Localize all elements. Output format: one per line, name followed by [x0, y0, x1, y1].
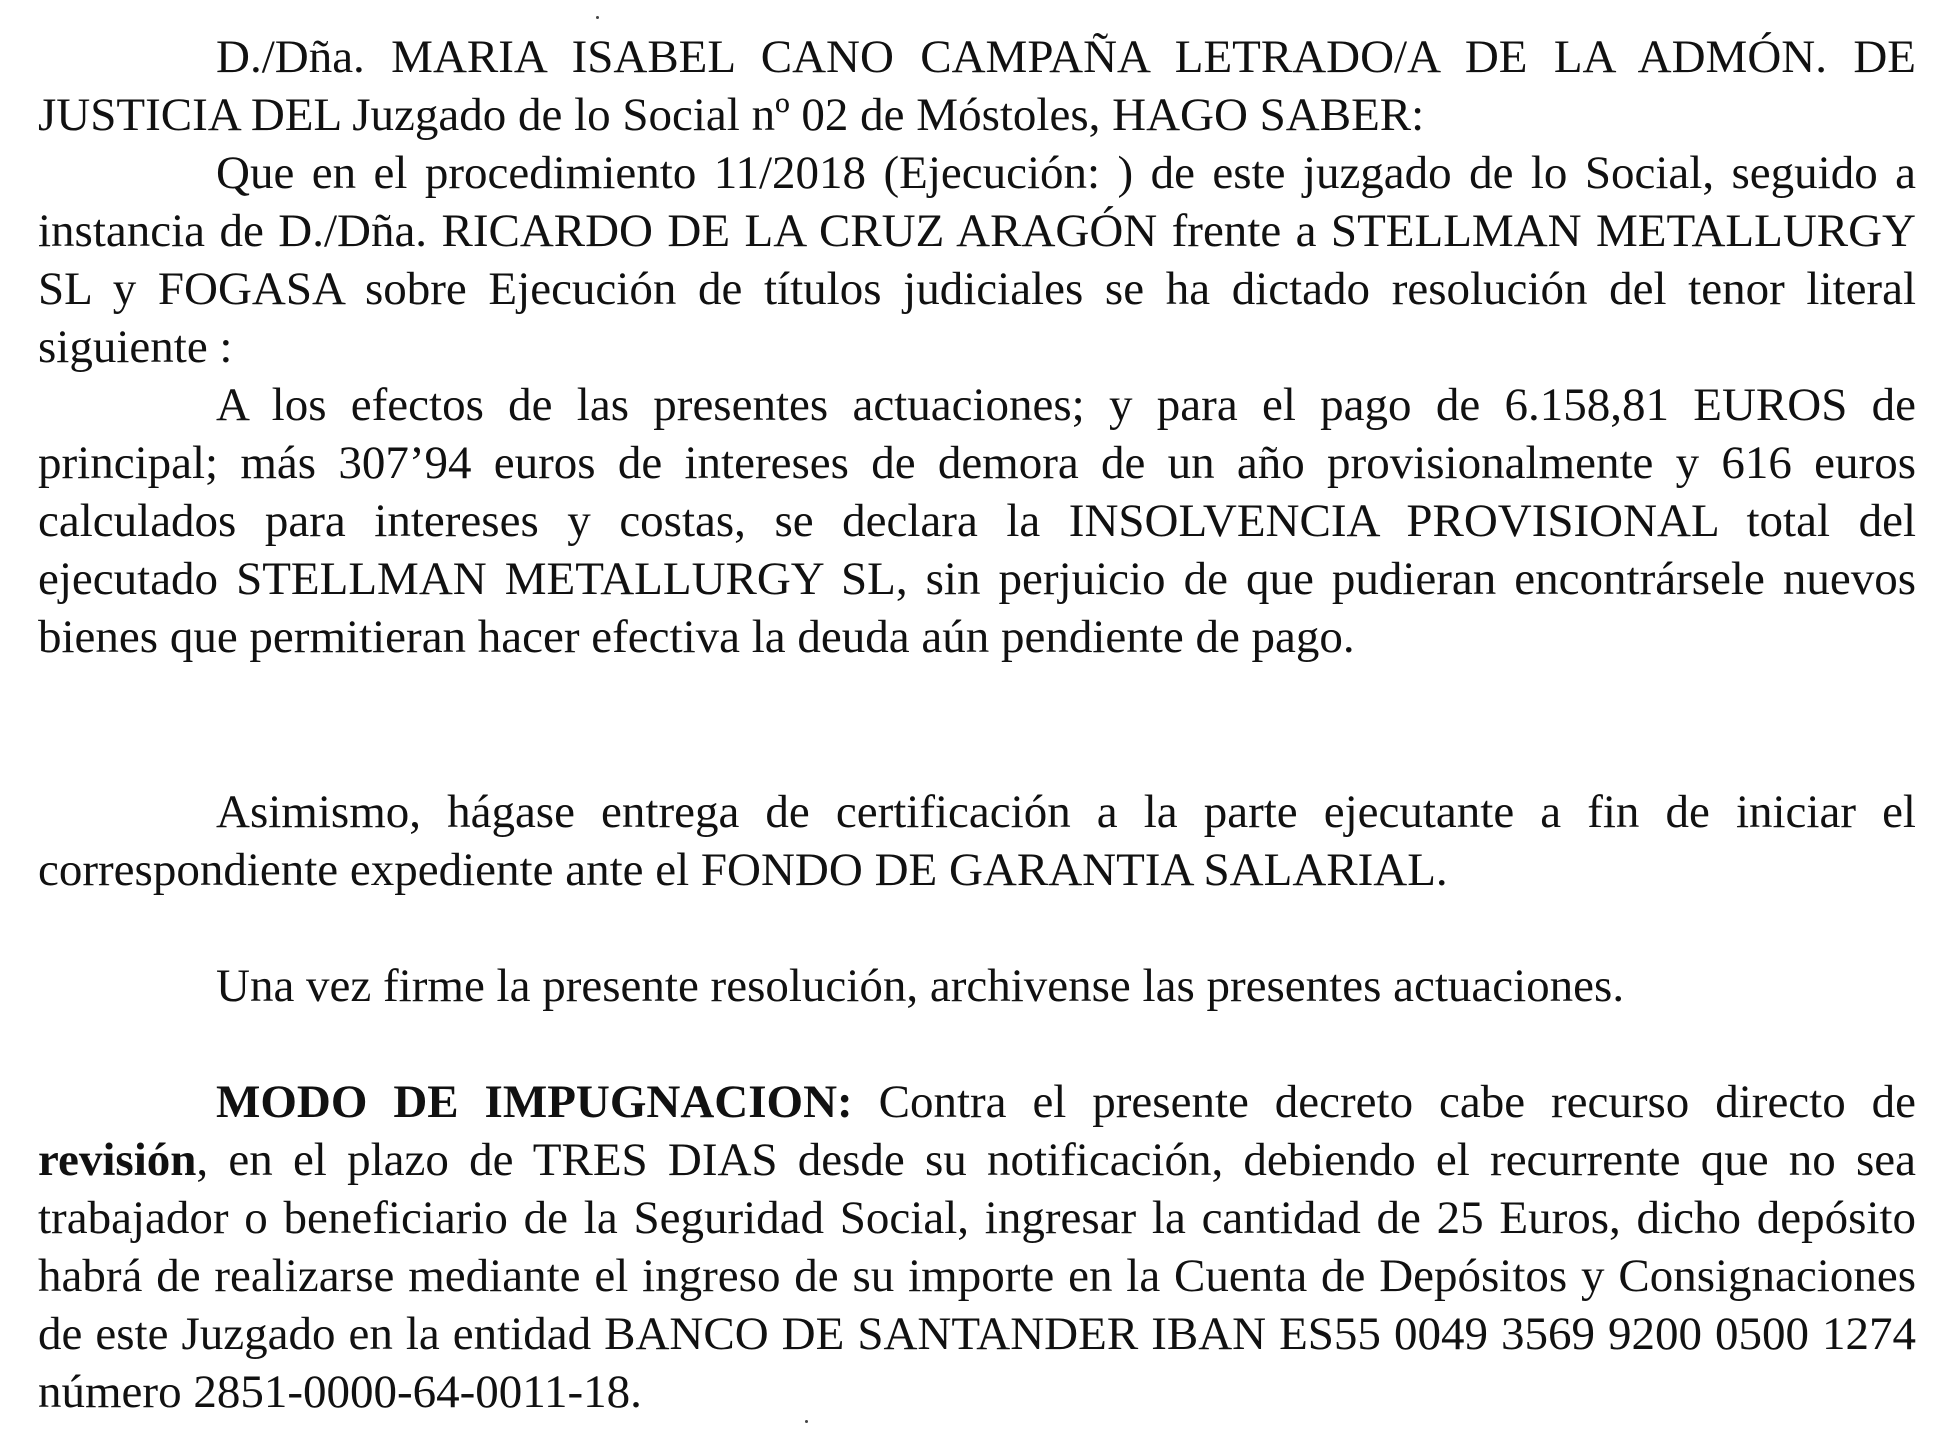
impugnation-text-a: Contra el presente decreto cabe recurso directo de [852, 1076, 1916, 1128]
paragraph-header: D./Dña. MARIA ISABEL CANO CAMPAÑA LETRADO/A DE LA ADMÓN. DE JUSTICIA DEL Juzgado de lo Social nº 02 de Móstoles, HAGO SABER: [38, 31, 1916, 141]
paragraph-procedure: Que en el procedimiento 11/2018 (Ejecución: ) de este juzgado de lo Social, seguido a instancia de D./Dña. RICARDO DE LA CRUZ ARAGÓN frente a STELLMAN METALLURGY SL y FOGASA sobre Ejecución de títulos judiciales se ha dictado resolución del tenor literal siguiente : [38, 147, 1916, 373]
blank-space [38, 666, 1916, 783]
paragraph-insolvency: A los efectos de las presentes actuaciones; y para el pago de 6.158,81 EUROS de principal; más 307’94 euros de intereses de demora de un año provisionalmente y 616 euros calculados para intereses y costas, se declara la INSOLVENCIA PROVISIONAL total del ejecutado STELLMAN METALLURGY SL, sin perjuicio de que pudieran encontrársele nuevos bienes que permitieran hacer efectiva la deuda aún pendiente de pago. [38, 379, 1916, 663]
paragraph-certification: Asimismo, hágase entrega de certificación a la parte ejecutante a fin de iniciar el correspondiente expediente ante el FONDO DE GARANTIA SALARIAL. [38, 786, 1916, 896]
scan-speck [596, 16, 599, 19]
impugnation-heading: MODO DE IMPUGNACION: [216, 1076, 853, 1128]
paragraph-archive: Una vez firme la presente resolución, archivense las presentes actuaciones. [216, 960, 1625, 1012]
blank-space [38, 1015, 1916, 1073]
revision-bold-word: revisión [38, 1134, 197, 1186]
document-body [38, 28, 1916, 1421]
paragraph-impugnation [38, 1073, 1916, 1421]
blank-space [38, 899, 1916, 957]
impugnation-text-b: , en el plazo de TRES DIAS desde su notificación, debiendo el recurrente que no sea trabajador o beneficiario de la Seguridad Social, ingresar la cantidad de 25 Euros, dicho depósito habrá de realizarse mediante el ingreso de su importe en la Cuenta de Depósitos y Consignaciones de este Juzgado en la entidad BANCO DE SANTANDER IBAN ES55 0049 3569 9200 0500 1274 número 2851-0000-64-0011-18. [38, 1134, 1916, 1418]
scan-speck [805, 1420, 808, 1423]
